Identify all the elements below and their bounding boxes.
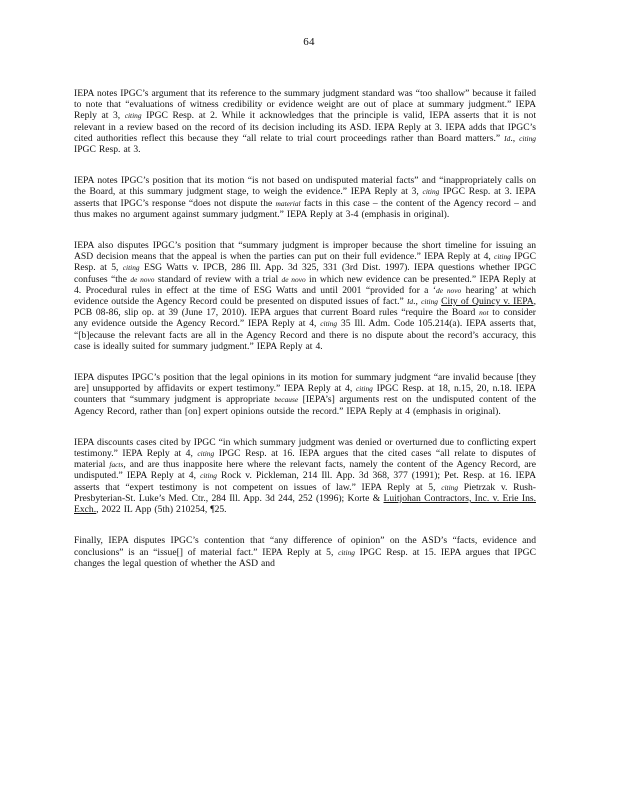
italic-text: citing: [338, 547, 355, 557]
text-run: .,: [510, 132, 520, 144]
text-run: Pietrzak v. Rush-Presbyterian-St. Luke’s Med. Ctr., 284 Ill. App. 3d 244, 252 (1996); Korte &: [74, 481, 536, 504]
text-run: IPGC Resp. at 3.: [74, 144, 141, 156]
italic-text: citing: [124, 111, 142, 121]
italic-text: citing: [421, 297, 438, 307]
text-run: , and are thus inapposite here where the relevant facts, namely the content of the Agency Record, are undisputed.” IEPA Reply at 4,: [74, 459, 536, 482]
italic-text: de novo: [130, 274, 155, 284]
italic-text: material: [275, 198, 301, 208]
italic-text: de novo: [281, 274, 306, 284]
text-run: IPGC Resp. at 15. IEPA argues that IPGC changes the legal question of whether the ASD and: [74, 546, 536, 569]
document-body: [74, 88, 536, 589]
page-number: 64: [303, 36, 315, 48]
text-run: IEPA disputes IPGC’s position that the legal opinions in its motion for summary judgment “are invalid because [they are] unsupported by affidavits or expert testimony.” IEPA Reply at 4,: [74, 372, 536, 395]
italic-text: citing: [320, 319, 338, 329]
italic-text: citing: [494, 252, 511, 262]
text-run: Rock v. Pickleman, 214 Ill. App. 3d 368, 377 (1991); Pet. Resp. at 16. IEPA asserts that “expert testimony is not competent on issues of law.” IEPA Reply at 5,: [74, 470, 536, 493]
text-run: , 2022 IL App (5th) 210254, ¶25.: [96, 504, 227, 516]
text-run: [IEPA’s] arguments rest on the undisputed content of the Agency Record, rather than [on] expert opinions outside the record.” IEPA Reply at 4 (emphasis in original).: [74, 394, 536, 417]
italic-text: because: [274, 395, 299, 405]
text-run: IPGC Resp. at 18, n.15, 20, n.18. IEPA counters that “summary judgment is appropriate: [74, 383, 536, 406]
text-run: IPGC Resp. at 5,: [74, 251, 536, 274]
text-run: 35 Ill. Adm. Code 105.214(a). IEPA asserts that, “[b]ecause the relevant facts are all in the Agency Record and there is no dispute about the record’s accuracy, this case is ideally suited for summary judgment.” IEPA Reply at 4.: [74, 318, 536, 352]
text-run: IPGC Resp. at 16. IEPA argues that the cited cases “all relate to disputes of material: [74, 448, 536, 471]
italic-text: de novo: [436, 285, 462, 295]
paragraph: [74, 88, 536, 155]
text-run: in which new evidence can be presented.” IEPA Reply at 4. Procedural rules in effect at the time of ESG Watts and until 2001 “provided for a ‘: [74, 273, 536, 296]
case-citation: City of Quincy v. IEPA: [441, 296, 534, 308]
text-run: facts in this case – the content of the Agency record – and thus makes no argument against summary judgment.” IEPA Reply at 3-4 (emphasis in original).: [74, 197, 537, 220]
italic-text: citing: [519, 133, 536, 143]
italic-text: citing: [200, 471, 217, 481]
italic-text: citing: [122, 263, 140, 273]
text-run: hearing’ at which evidence outside the Agency Record could be presented on disputed issues of fact.”: [74, 284, 536, 308]
paragraph: [74, 372, 536, 417]
text-run: .,: [413, 296, 422, 308]
text-run: , PCB 08-86, slip op. at 39 (June 17, 2010). IEPA argues that current Board rules “require the Board: [74, 296, 537, 319]
italic-text: facts: [109, 460, 124, 470]
case-citation: Luitjohan Contractors, Inc. v. Erie Ins. Exch.: [74, 492, 536, 516]
text-run: standard of review with a trial: [154, 273, 282, 285]
italic-text: citing: [197, 449, 215, 459]
paragraph: [74, 535, 536, 569]
text-run: ESG Watts v. IPCB, 286 Ill. App. 3d 325, 331 (3rd Dist. 1997). IEPA questions whether IPGC confuses “the: [74, 262, 536, 285]
text-run: IPGC Resp. at 2. While it acknowledges that the principle is valid, IEPA asserts that it is not relevant in a review based on the record of its decision including its ASD. IEPA Reply at 3. IEPA adds that IPGC’s cited authorities reflect this because they “all relate to trial court proceedings rather than Board matters.”: [74, 110, 536, 144]
paragraph: [74, 240, 536, 352]
italic-text: not: [479, 308, 489, 318]
italic-text: citing: [441, 482, 459, 492]
text-run: IEPA discounts cases cited by IPGC “in which summary judgment was denied or overturned due to conflicting expert testimony.” IEPA Reply at 4,: [74, 436, 536, 460]
italic-text: Id: [504, 133, 511, 143]
text-run: IPGC Resp. at 3. IEPA asserts that IPGC’s response “does not dispute the: [74, 186, 536, 209]
text-run: IEPA notes IPGC’s position that its motion “is not based on undisputed material facts” and “inappropriately calls on the Board, at this summary judgment stage, to weigh the evidence.” IEPA Reply at 3,: [74, 175, 536, 198]
text-run: Finally, IEPA disputes IPGC’s contention that “any difference of opinion” on the ASD’s “facts, evidence and conclusions” is an “issue[] of material fact.” IEPA Reply at 5,: [74, 535, 536, 558]
text-run: to consider any evidence outside the Agency Record.” IEPA Reply at 4,: [74, 307, 536, 330]
paragraph: [74, 437, 536, 515]
text-run: IEPA also disputes IPGC’s position that “summary judgment is improper because the short timeline for issuing an ASD decision means that the appeal is when the parties can put on their full evidence.” IEPA Reply at 4,: [74, 240, 536, 263]
italic-text: Id: [406, 297, 414, 307]
paragraph: [74, 175, 536, 220]
italic-text: citing: [356, 384, 373, 394]
text-run: IEPA notes IPGC’s argument that its reference to the summary judgment standard was “too shallow” because it failed to note that “evaluations of witness credibility or evidence weight are out of place at summary judgment.” IEPA Reply at 3,: [74, 88, 536, 122]
italic-text: citing: [422, 187, 440, 197]
